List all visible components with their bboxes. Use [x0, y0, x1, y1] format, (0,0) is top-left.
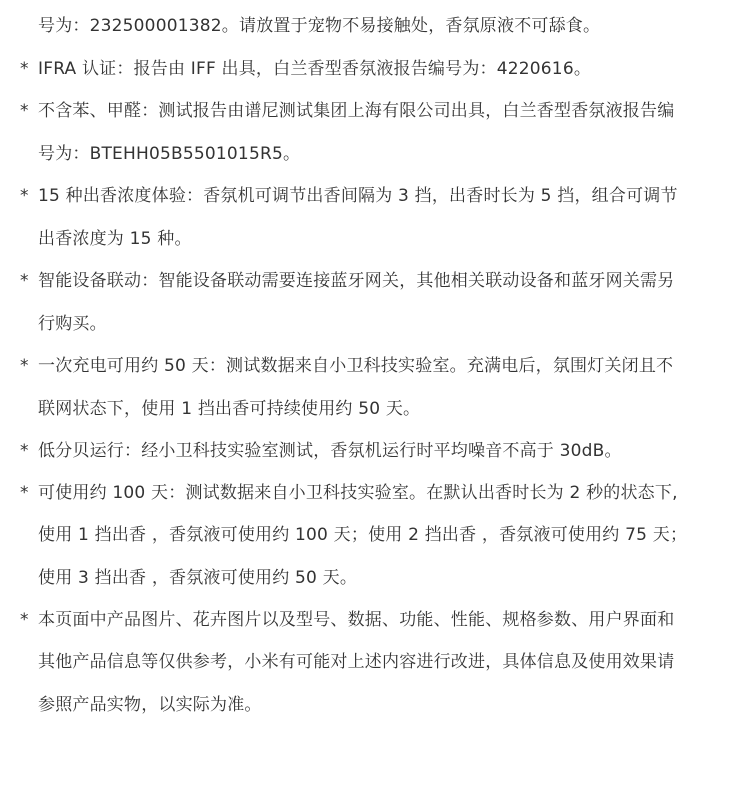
- note-line: 使用 1 挡出香 ，香氛液可使用约 100 天；使用 2 挡出香 ，香氛液可使用约 75 天；: [38, 525, 688, 545]
- note-line: 智能设备联动：智能设备联动需要连接蓝牙网关，其他相关联动设备和蓝牙网关需另: [38, 271, 675, 291]
- note-line: 本页面中产品图片、花卉图片以及型号、数据、功能、性能、规格参数、用户界面和: [38, 610, 675, 630]
- note-line: 一次充电可用约 50 天：测试数据来自小卫科技实验室。充满电后，氛围灯关闭且不: [38, 356, 674, 376]
- note-line: 低分贝运行：经小卫科技实验室测试，香氛机运行时平均噪音不高于 30dB。: [38, 441, 622, 461]
- bullet-asterisk: *: [20, 101, 29, 121]
- note-line: 使用 3 挡出香 ，香氛液可使用约 50 天。: [38, 568, 358, 588]
- bullet-asterisk: *: [20, 610, 29, 630]
- note-line: 号为：BTEHH05B5501015R5。: [38, 144, 301, 164]
- note-line: 联网状态下，使用 1 挡出香可持续使用约 50 天。: [38, 399, 421, 419]
- note-line: 不含苯、甲醛：测试报告由谱尼测试集团上海有限公司出具，白兰香型香氛液报告编: [38, 101, 675, 121]
- bullet-asterisk: *: [20, 483, 29, 503]
- bullet-asterisk: *: [20, 271, 29, 291]
- note-line: 出香浓度为 15 种。: [38, 229, 192, 249]
- note-line: 可使用约 100 天：测试数据来自小卫科技实验室。在默认出香时长为 2 秒的状态下,: [38, 483, 678, 503]
- note-line: 号为：232500001382。请放置于宠物不易接触处，香氛原液不可舔食。: [38, 16, 601, 36]
- note-line: 其他产品信息等仅供参考，小米有可能对上述内容进行改进，具体信息及使用效果请: [38, 652, 675, 672]
- note-line: 行购买。: [38, 314, 107, 334]
- note-line: 15 种出香浓度体验：香氛机可调节出香间隔为 3 挡，出香时长为 5 挡，组合可调节: [38, 186, 678, 206]
- bullet-asterisk: *: [20, 441, 29, 461]
- bullet-asterisk: *: [20, 59, 29, 79]
- bullet-asterisk: *: [20, 356, 29, 376]
- note-line: IFRA 认证：报告由 IFF 出具，白兰香型香氛液报告编号为：4220616。: [38, 59, 592, 79]
- note-line: 参照产品实物，以实际为准。: [38, 695, 262, 715]
- bullet-asterisk: *: [20, 186, 29, 206]
